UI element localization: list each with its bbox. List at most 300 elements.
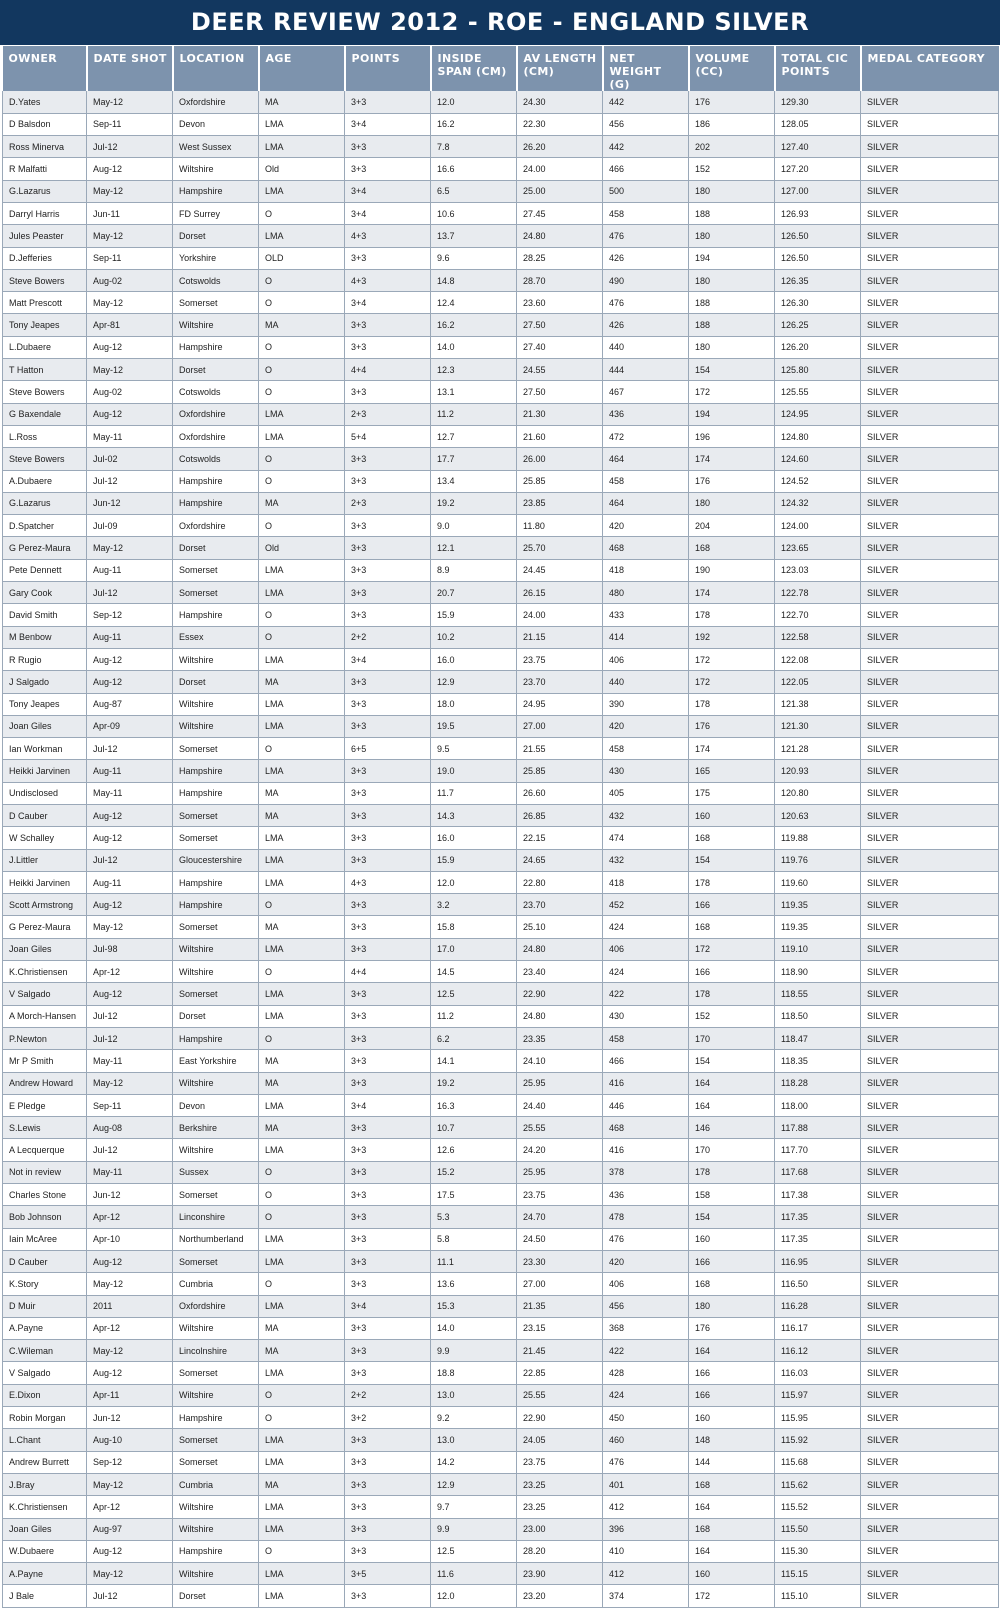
volume-cell: 176 <box>689 91 775 113</box>
points-cell: 2+2 <box>345 1384 431 1406</box>
net-weight-cell: 442 <box>603 91 689 113</box>
av-length-cell: 24.00 <box>517 158 603 180</box>
medal-category-cell: SILVER <box>861 738 999 760</box>
net-weight-cell: 406 <box>603 648 689 670</box>
owner-cell: Tony Jeapes <box>3 693 87 715</box>
net-weight-cell: 460 <box>603 1429 689 1451</box>
age-cell: LMA <box>259 693 345 715</box>
age-cell: MA <box>259 671 345 693</box>
points-cell: 3+3 <box>345 470 431 492</box>
total-cic-points-cell: 118.47 <box>775 1027 861 1049</box>
inside-span-cell: 12.5 <box>431 1540 517 1562</box>
inside-span-cell: 10.6 <box>431 202 517 224</box>
owner-cell: Andrew Howard <box>3 1072 87 1094</box>
points-cell: 3+3 <box>345 805 431 827</box>
medal-category-cell: SILVER <box>861 1161 999 1183</box>
age-cell: LMA <box>259 1362 345 1384</box>
location-cell: Somerset <box>173 738 259 760</box>
owner-cell: L.Chant <box>3 1429 87 1451</box>
age-cell: O <box>259 1161 345 1183</box>
inside-span-cell: 16.6 <box>431 158 517 180</box>
volume-cell: 158 <box>689 1184 775 1206</box>
date-shot-cell: Apr-12 <box>87 1496 173 1518</box>
location-cell: FD Surrey <box>173 202 259 224</box>
medal-category-cell: SILVER <box>861 492 999 514</box>
owner-cell: Ross Minerva <box>3 136 87 158</box>
location-cell: Wiltshire <box>173 1518 259 1540</box>
location-cell: Wiltshire <box>173 1384 259 1406</box>
table-row <box>3 827 999 849</box>
age-cell: LMA <box>259 1451 345 1473</box>
date-shot-cell: Sep-11 <box>87 1094 173 1116</box>
location-cell: Wiltshire <box>173 715 259 737</box>
net-weight-cell: 468 <box>603 1117 689 1139</box>
av-length-cell: 24.70 <box>517 1206 603 1228</box>
location-cell: Dorset <box>173 671 259 693</box>
total-cic-points-cell: 121.30 <box>775 715 861 737</box>
location-cell: Somerset <box>173 559 259 581</box>
medal-category-cell: SILVER <box>861 1451 999 1473</box>
inside-span-cell: 14.5 <box>431 961 517 983</box>
location-cell: Oxfordshire <box>173 425 259 447</box>
date-shot-cell: May-12 <box>87 1563 173 1585</box>
table-row <box>3 1429 999 1451</box>
total-cic-points-cell: 122.05 <box>775 671 861 693</box>
total-cic-points-cell: 122.70 <box>775 604 861 626</box>
medal-category-cell: SILVER <box>861 180 999 202</box>
av-length-cell: 24.95 <box>517 693 603 715</box>
medal-category-cell: SILVER <box>861 916 999 938</box>
inside-span-cell: 12.7 <box>431 425 517 447</box>
age-cell: O <box>259 1407 345 1429</box>
location-cell: Cotswolds <box>173 381 259 403</box>
location-cell: Cumbria <box>173 1273 259 1295</box>
date-shot-cell: Jun-12 <box>87 1407 173 1429</box>
points-cell: 3+3 <box>345 1429 431 1451</box>
inside-span-cell: 8.9 <box>431 559 517 581</box>
location-cell: Somerset <box>173 827 259 849</box>
net-weight-cell: 430 <box>603 760 689 782</box>
date-shot-cell: Jul-12 <box>87 738 173 760</box>
points-cell: 3+3 <box>345 1228 431 1250</box>
table-row <box>3 448 999 470</box>
location-cell: Devon <box>173 113 259 135</box>
total-cic-points-cell: 122.08 <box>775 648 861 670</box>
table-row <box>3 202 999 224</box>
table-row <box>3 715 999 737</box>
volume-cell: 146 <box>689 1117 775 1139</box>
net-weight-cell: 476 <box>603 292 689 314</box>
points-cell: 3+4 <box>345 1295 431 1317</box>
table-row <box>3 381 999 403</box>
medal-category-cell: SILVER <box>861 292 999 314</box>
date-shot-cell: Aug-12 <box>87 1362 173 1384</box>
location-cell: Devon <box>173 1094 259 1116</box>
net-weight-cell: 416 <box>603 1072 689 1094</box>
owner-cell: David Smith <box>3 604 87 626</box>
total-cic-points-cell: 124.32 <box>775 492 861 514</box>
inside-span-cell: 11.1 <box>431 1250 517 1272</box>
volume-cell: 180 <box>689 225 775 247</box>
volume-cell: 168 <box>689 537 775 559</box>
location-cell: Hampshire <box>173 1407 259 1429</box>
av-length-cell: 25.10 <box>517 916 603 938</box>
owner-cell: G.Lazarus <box>3 180 87 202</box>
inside-span-cell: 15.2 <box>431 1161 517 1183</box>
medal-category-cell: SILVER <box>861 1407 999 1429</box>
av-length-cell: 24.80 <box>517 1005 603 1027</box>
volume-cell: 178 <box>689 1161 775 1183</box>
table-row <box>3 1451 999 1473</box>
medal-category-cell: SILVER <box>861 91 999 113</box>
age-cell: LMA <box>259 1585 345 1607</box>
age-cell: MA <box>259 91 345 113</box>
total-cic-points-cell: 124.60 <box>775 448 861 470</box>
inside-span-cell: 18.8 <box>431 1362 517 1384</box>
age-cell: O <box>259 381 345 403</box>
volume-cell: 175 <box>689 782 775 804</box>
medal-category-cell: SILVER <box>861 1005 999 1027</box>
volume-cell: 144 <box>689 1451 775 1473</box>
age-cell: O <box>259 359 345 381</box>
total-cic-points-cell: 115.97 <box>775 1384 861 1406</box>
av-length-cell: 23.70 <box>517 671 603 693</box>
date-shot-cell: Aug-97 <box>87 1518 173 1540</box>
medal-category-cell: SILVER <box>861 961 999 983</box>
table-body <box>3 91 999 1607</box>
owner-cell: Tony Jeapes <box>3 314 87 336</box>
date-shot-cell: 2011 <box>87 1295 173 1317</box>
total-cic-points-cell: 121.28 <box>775 738 861 760</box>
date-shot-cell: Aug-11 <box>87 559 173 581</box>
date-shot-cell: May-12 <box>87 1072 173 1094</box>
date-shot-cell: May-12 <box>87 1273 173 1295</box>
date-shot-cell: Jul-12 <box>87 1139 173 1161</box>
net-weight-cell: 424 <box>603 961 689 983</box>
av-length-cell: 26.20 <box>517 136 603 158</box>
date-shot-cell: Aug-12 <box>87 827 173 849</box>
table-row <box>3 626 999 648</box>
table-row <box>3 938 999 960</box>
total-cic-points-cell: 119.10 <box>775 938 861 960</box>
total-cic-points-cell: 126.30 <box>775 292 861 314</box>
inside-span-cell: 17.0 <box>431 938 517 960</box>
inside-span-cell: 10.2 <box>431 626 517 648</box>
inside-span-cell: 14.0 <box>431 1317 517 1339</box>
av-length-cell: 22.90 <box>517 983 603 1005</box>
av-length-cell: 24.10 <box>517 1050 603 1072</box>
owner-cell: L.Dubaere <box>3 336 87 358</box>
table-row <box>3 269 999 291</box>
inside-span-cell: 12.4 <box>431 292 517 314</box>
age-cell: LMA <box>259 1429 345 1451</box>
location-cell: Wiltshire <box>173 938 259 960</box>
date-shot-cell: Jun-11 <box>87 202 173 224</box>
net-weight-cell: 426 <box>603 314 689 336</box>
net-weight-cell: 430 <box>603 1005 689 1027</box>
av-length-cell: 23.35 <box>517 1027 603 1049</box>
points-cell: 2+3 <box>345 492 431 514</box>
location-cell: Hampshire <box>173 1540 259 1562</box>
location-cell: Wiltshire <box>173 1139 259 1161</box>
net-weight-cell: 432 <box>603 805 689 827</box>
table-row <box>3 983 999 1005</box>
net-weight-cell: 478 <box>603 1206 689 1228</box>
total-cic-points-cell: 115.62 <box>775 1473 861 1495</box>
av-length-cell: 24.65 <box>517 849 603 871</box>
total-cic-points-cell: 117.38 <box>775 1184 861 1206</box>
volume-cell: 154 <box>689 359 775 381</box>
medal-category-cell: SILVER <box>861 1518 999 1540</box>
table-row <box>3 559 999 581</box>
net-weight-cell: 458 <box>603 1027 689 1049</box>
age-cell: O <box>259 448 345 470</box>
location-cell: Sussex <box>173 1161 259 1183</box>
date-shot-cell: Apr-11 <box>87 1384 173 1406</box>
medal-category-cell: SILVER <box>861 269 999 291</box>
net-weight-cell: 444 <box>603 359 689 381</box>
table-row <box>3 1139 999 1161</box>
table-row <box>3 738 999 760</box>
volume-cell: 168 <box>689 1273 775 1295</box>
total-cic-points-cell: 117.68 <box>775 1161 861 1183</box>
owner-cell: Pete Dennett <box>3 559 87 581</box>
volume-cell: 178 <box>689 604 775 626</box>
medal-category-cell: SILVER <box>861 403 999 425</box>
table-row <box>3 225 999 247</box>
medal-category-cell: SILVER <box>861 805 999 827</box>
table-row <box>3 1563 999 1585</box>
owner-cell: Scott Armstrong <box>3 894 87 916</box>
points-cell: 3+3 <box>345 916 431 938</box>
date-shot-cell: Jul-12 <box>87 849 173 871</box>
medal-category-cell: SILVER <box>861 515 999 537</box>
table-row <box>3 1027 999 1049</box>
table-row <box>3 671 999 693</box>
points-cell: 3+3 <box>345 336 431 358</box>
location-cell: Wiltshire <box>173 158 259 180</box>
location-cell: Cotswolds <box>173 448 259 470</box>
av-length-cell: 24.55 <box>517 359 603 381</box>
medal-category-cell: SILVER <box>861 136 999 158</box>
column-header-medal-category: MEDAL CATEGORY <box>861 46 999 91</box>
points-cell: 3+3 <box>345 1005 431 1027</box>
age-cell: LMA <box>259 760 345 782</box>
points-cell: 3+4 <box>345 292 431 314</box>
age-cell: O <box>259 292 345 314</box>
date-shot-cell: May-12 <box>87 1473 173 1495</box>
points-cell: 4+4 <box>345 359 431 381</box>
date-shot-cell: Jul-12 <box>87 470 173 492</box>
table-row <box>3 582 999 604</box>
av-length-cell: 21.60 <box>517 425 603 447</box>
owner-cell: Steve Bowers <box>3 269 87 291</box>
volume-cell: 204 <box>689 515 775 537</box>
inside-span-cell: 16.3 <box>431 1094 517 1116</box>
date-shot-cell: May-11 <box>87 425 173 447</box>
page-title: DEER REVIEW 2012 - ROE - ENGLAND SILVER <box>0 0 1000 45</box>
column-header-points: POINTS <box>345 46 431 91</box>
date-shot-cell: Jun-12 <box>87 492 173 514</box>
owner-cell: K.Story <box>3 1273 87 1295</box>
net-weight-cell: 458 <box>603 470 689 492</box>
owner-cell: G Baxendale <box>3 403 87 425</box>
net-weight-cell: 378 <box>603 1161 689 1183</box>
points-cell: 3+3 <box>345 849 431 871</box>
table-row <box>3 359 999 381</box>
location-cell: Dorset <box>173 225 259 247</box>
age-cell: LMA <box>259 1518 345 1540</box>
points-cell: 3+3 <box>345 715 431 737</box>
location-cell: Dorset <box>173 537 259 559</box>
av-length-cell: 23.20 <box>517 1585 603 1607</box>
points-cell: 3+3 <box>345 1161 431 1183</box>
inside-span-cell: 19.0 <box>431 760 517 782</box>
date-shot-cell: Sep-11 <box>87 247 173 269</box>
inside-span-cell: 13.0 <box>431 1429 517 1451</box>
volume-cell: 166 <box>689 894 775 916</box>
owner-cell: Iain McAree <box>3 1228 87 1250</box>
volume-cell: 174 <box>689 738 775 760</box>
table-row <box>3 1540 999 1562</box>
av-length-cell: 23.30 <box>517 1250 603 1272</box>
age-cell: MA <box>259 916 345 938</box>
age-cell: LMA <box>259 827 345 849</box>
points-cell: 3+4 <box>345 113 431 135</box>
total-cic-points-cell: 127.20 <box>775 158 861 180</box>
inside-span-cell: 11.7 <box>431 782 517 804</box>
location-cell: Somerset <box>173 1451 259 1473</box>
volume-cell: 172 <box>689 1585 775 1607</box>
total-cic-points-cell: 120.93 <box>775 760 861 782</box>
net-weight-cell: 428 <box>603 1362 689 1384</box>
location-cell: Oxfordshire <box>173 91 259 113</box>
owner-cell: Steve Bowers <box>3 448 87 470</box>
av-length-cell: 22.30 <box>517 113 603 135</box>
points-cell: 4+3 <box>345 269 431 291</box>
volume-cell: 154 <box>689 1206 775 1228</box>
inside-span-cell: 19.2 <box>431 1072 517 1094</box>
points-cell: 3+3 <box>345 1585 431 1607</box>
table-row <box>3 1317 999 1339</box>
location-cell: Somerset <box>173 805 259 827</box>
owner-cell: Ian Workman <box>3 738 87 760</box>
net-weight-cell: 426 <box>603 247 689 269</box>
owner-cell: S.Lewis <box>3 1117 87 1139</box>
inside-span-cell: 10.7 <box>431 1117 517 1139</box>
medal-category-cell: SILVER <box>861 827 999 849</box>
owner-cell: K.Christiensen <box>3 1496 87 1518</box>
column-header-owner: OWNER <box>3 46 87 91</box>
inside-span-cell: 15.9 <box>431 849 517 871</box>
medal-category-cell: SILVER <box>861 849 999 871</box>
inside-span-cell: 14.3 <box>431 805 517 827</box>
av-length-cell: 23.85 <box>517 492 603 514</box>
av-length-cell: 21.45 <box>517 1340 603 1362</box>
net-weight-cell: 456 <box>603 1295 689 1317</box>
medal-category-cell: SILVER <box>861 648 999 670</box>
date-shot-cell: Apr-12 <box>87 1317 173 1339</box>
av-length-cell: 27.40 <box>517 336 603 358</box>
av-length-cell: 26.60 <box>517 782 603 804</box>
volume-cell: 170 <box>689 1139 775 1161</box>
medal-category-cell: SILVER <box>861 1317 999 1339</box>
volume-cell: 148 <box>689 1429 775 1451</box>
points-cell: 3+3 <box>345 938 431 960</box>
table-row <box>3 648 999 670</box>
volume-cell: 160 <box>689 1563 775 1585</box>
medal-category-cell: SILVER <box>861 715 999 737</box>
volume-cell: 178 <box>689 983 775 1005</box>
av-length-cell: 27.50 <box>517 314 603 336</box>
date-shot-cell: Jul-12 <box>87 582 173 604</box>
av-length-cell: 28.20 <box>517 1540 603 1562</box>
owner-cell: L.Ross <box>3 425 87 447</box>
table-row <box>3 91 999 113</box>
inside-span-cell: 12.0 <box>431 91 517 113</box>
av-length-cell: 24.80 <box>517 938 603 960</box>
points-cell: 6+5 <box>345 738 431 760</box>
table-row <box>3 492 999 514</box>
medal-category-cell: SILVER <box>861 871 999 893</box>
owner-cell: Jules Peaster <box>3 225 87 247</box>
owner-cell: Joan Giles <box>3 1518 87 1540</box>
av-length-cell: 11.80 <box>517 515 603 537</box>
av-length-cell: 26.85 <box>517 805 603 827</box>
points-cell: 3+3 <box>345 1540 431 1562</box>
medal-category-cell: SILVER <box>861 1072 999 1094</box>
points-cell: 3+3 <box>345 671 431 693</box>
total-cic-points-cell: 127.00 <box>775 180 861 202</box>
table-header-row <box>3 46 999 91</box>
date-shot-cell: Aug-12 <box>87 805 173 827</box>
date-shot-cell: Aug-12 <box>87 1250 173 1272</box>
av-length-cell: 23.25 <box>517 1496 603 1518</box>
date-shot-cell: Aug-12 <box>87 336 173 358</box>
date-shot-cell: Aug-12 <box>87 671 173 693</box>
date-shot-cell: Jul-12 <box>87 1005 173 1027</box>
owner-cell: Joan Giles <box>3 715 87 737</box>
net-weight-cell: 424 <box>603 916 689 938</box>
volume-cell: 180 <box>689 180 775 202</box>
location-cell: Dorset <box>173 1005 259 1027</box>
owner-cell: D Cauber <box>3 1250 87 1272</box>
inside-span-cell: 12.0 <box>431 871 517 893</box>
total-cic-points-cell: 127.40 <box>775 136 861 158</box>
inside-span-cell: 14.2 <box>431 1451 517 1473</box>
medal-category-cell: SILVER <box>861 1228 999 1250</box>
total-cic-points-cell: 118.50 <box>775 1005 861 1027</box>
date-shot-cell: May-12 <box>87 537 173 559</box>
total-cic-points-cell: 117.35 <box>775 1228 861 1250</box>
table-row <box>3 292 999 314</box>
table-row <box>3 1473 999 1495</box>
av-length-cell: 24.50 <box>517 1228 603 1250</box>
medal-category-cell: SILVER <box>861 894 999 916</box>
net-weight-cell: 476 <box>603 225 689 247</box>
net-weight-cell: 424 <box>603 1384 689 1406</box>
points-cell: 3+3 <box>345 760 431 782</box>
date-shot-cell: Aug-12 <box>87 894 173 916</box>
date-shot-cell: Jul-09 <box>87 515 173 537</box>
net-weight-cell: 436 <box>603 403 689 425</box>
owner-cell: R Malfatti <box>3 158 87 180</box>
net-weight-cell: 418 <box>603 871 689 893</box>
age-cell: LMA <box>259 871 345 893</box>
volume-cell: 176 <box>689 470 775 492</box>
net-weight-cell: 422 <box>603 1340 689 1362</box>
av-length-cell: 25.70 <box>517 537 603 559</box>
